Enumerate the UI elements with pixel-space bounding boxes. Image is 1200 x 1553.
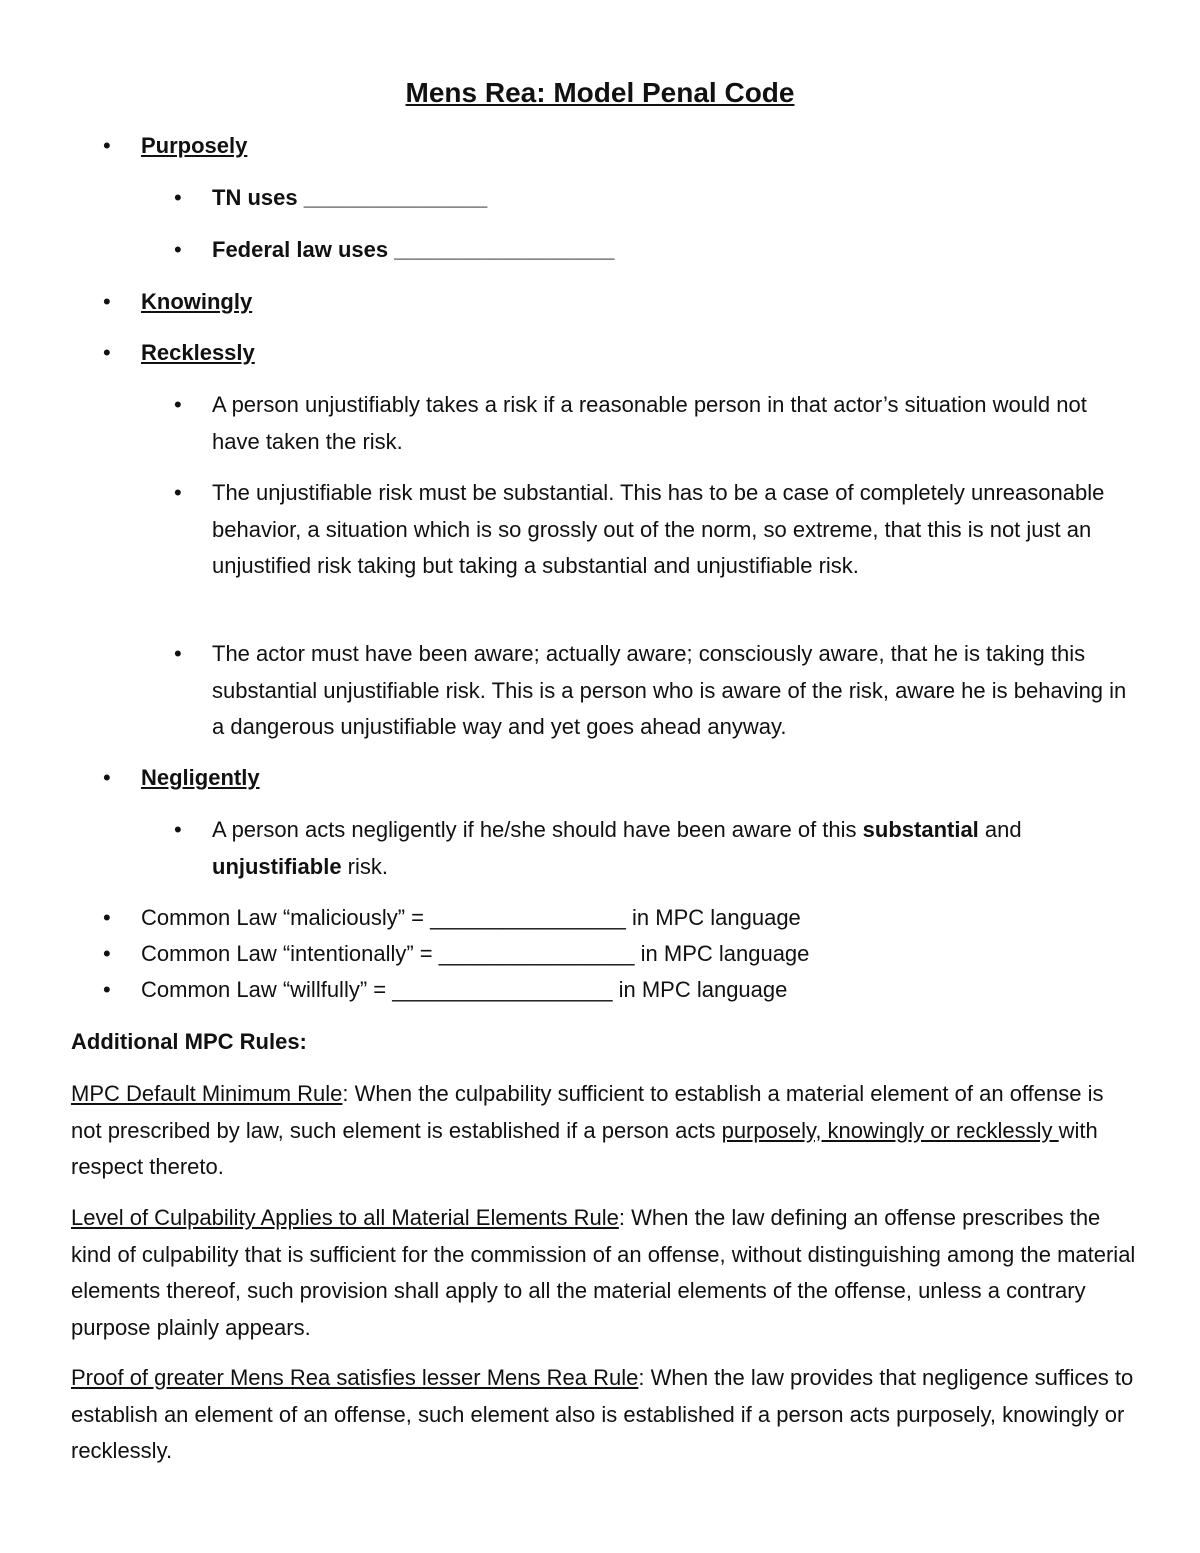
emphasis-unjustifiable: unjustifiable [212, 853, 342, 879]
common-law-suffix: in MPC language [625, 905, 801, 930]
rule-text: : When the law defining an offense prescribes the kind of culpability that is sufficient for the commission of an offense, without distinguishing among the material elements thereof, such provision shall apply to all the material elements of the offense, unless a contrary purpose plainly appears. [71, 1205, 1136, 1340]
heading-recklessly: Recklessly [141, 340, 255, 365]
rule-text: : When the culpability sufficient to establish a material element of an offense is not prescribed by law, such element is established if a person acts [71, 1081, 1104, 1143]
common-law-willfully [141, 972, 787, 1008]
negligently-text: risk. [341, 853, 389, 879]
bullet: • [103, 977, 111, 1002]
rule-name: Proof of greater Mens Rea satisfies lesser Mens Rea Rule [71, 1365, 639, 1390]
answer-blank: __________________ [392, 977, 613, 1002]
common-law-label: Common Law “maliciously” = [141, 905, 431, 930]
common-law-suffix: in MPC language [612, 977, 788, 1002]
common-law-maliciously [141, 900, 801, 936]
bullet: • [103, 905, 111, 930]
common-law-suffix: in MPC language [634, 941, 810, 966]
federal-law-blank: __________________ [394, 237, 615, 262]
bullet: • [174, 480, 182, 505]
bullet: • [103, 340, 111, 365]
rule-name: Level of Culpability Applies to all Material Elements Rule [71, 1205, 619, 1230]
rule-default-minimum [71, 1076, 1136, 1186]
bullet: • [103, 289, 111, 314]
answer-blank: ________________ [438, 941, 635, 966]
rule-greater-mens-rea [71, 1360, 1136, 1470]
bullet: • [174, 237, 182, 262]
rule-underlined-text: purposely, knowingly or recklessly [721, 1117, 1059, 1143]
page-title: Mens Rea: Model Penal Code [405, 77, 795, 108]
bullet: • [174, 185, 182, 210]
rule-level-of-culpability [71, 1200, 1136, 1346]
rule-text: with respect thereto. [71, 1117, 1098, 1179]
answer-blank: ________________ [430, 905, 626, 930]
additional-rules-heading: Additional MPC Rules: [71, 1029, 307, 1054]
rule-text: : When the law provides that negligence suffices to establish an element of an offense, such element also is established if a person acts purposely, knowingly or recklessly. [71, 1365, 1134, 1463]
bullet: • [174, 641, 182, 666]
recklessly-point-3: The actor must have been aware; actually aware; consciously aware, that he is taking this substantial unjustifiable risk. This is a person who is aware of the risk, aware he is behaving in a dangerous unjustifiable way and yet goes ahead anyway. [212, 641, 1127, 739]
federal-law-item [212, 232, 614, 268]
tn-uses-item [212, 180, 487, 216]
negligently-text: A person acts negligently if he/she should have been aware of this [212, 817, 863, 842]
bullet: • [174, 817, 182, 842]
bullet: • [174, 392, 182, 417]
tn-uses-blank: _______________ [303, 185, 488, 210]
bullet: • [103, 133, 111, 158]
negligently-point [212, 812, 1132, 885]
rule-name: MPC Default Minimum Rule [71, 1081, 343, 1106]
negligently-text: and [978, 817, 1022, 842]
common-law-label: Common Law “intentionally” = [141, 941, 439, 966]
recklessly-point-1: A person unjustifiably takes a risk if a reasonable person in that actor’s situation would not have taken the risk. [212, 392, 1087, 454]
tn-uses-label: TN uses [212, 185, 304, 210]
bullet: • [103, 765, 111, 790]
emphasis-substantial: substantial [862, 817, 979, 842]
heading-purposely: Purposely [141, 133, 248, 158]
heading-negligently: Negligently [141, 765, 260, 790]
common-law-label: Common Law “willfully” = [141, 977, 393, 1002]
common-law-intentionally [141, 936, 809, 972]
federal-law-label: Federal law uses [212, 237, 395, 262]
bullet: • [103, 941, 111, 966]
recklessly-point-2: The unjustifiable risk must be substantial. This has to be a case of completely unreasonable behavior, a situation which is so grossly out of the norm, so extreme, that this is not just an unjustified risk taking but taking a substantial and unjustifiable risk. [212, 480, 1105, 578]
heading-knowingly: Knowingly [141, 289, 253, 314]
